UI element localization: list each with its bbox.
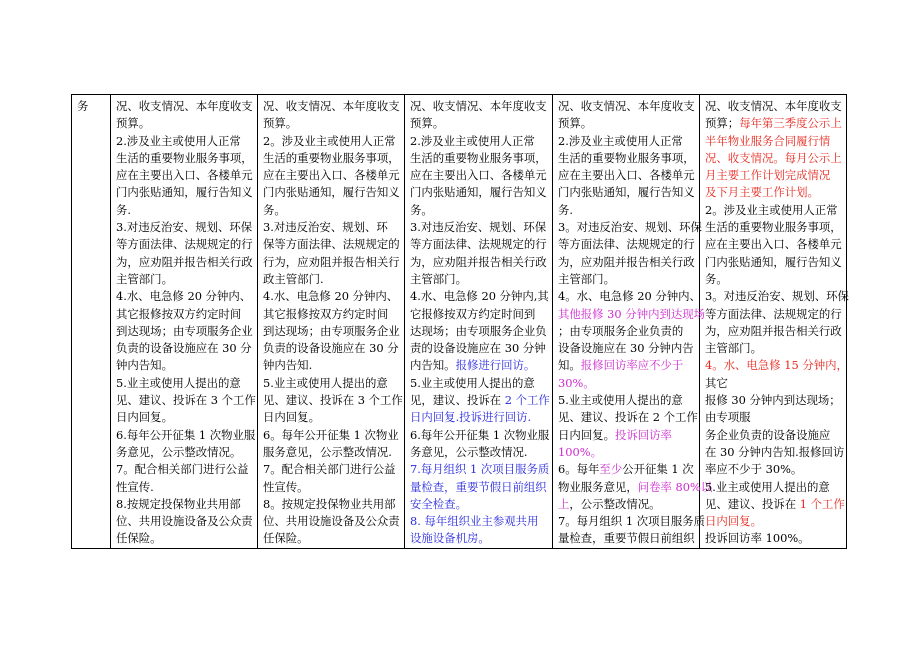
text-line xyxy=(116,271,254,288)
text-line xyxy=(705,427,843,444)
text-segment: 由专项服 xyxy=(705,410,751,425)
text-line xyxy=(558,461,696,478)
text-line xyxy=(705,461,843,478)
text-segment: 到达现场；由专项服务企业 xyxy=(263,323,400,338)
text-segment: 务意见，公示整改情况. xyxy=(410,444,528,459)
text-line xyxy=(263,271,401,288)
text-line xyxy=(705,254,843,271)
text-line xyxy=(705,409,843,426)
text-segment: 门内张贴通知，履行告知义 xyxy=(263,185,400,200)
text-segment: 预算。 xyxy=(116,116,151,131)
text-line xyxy=(705,496,843,513)
text-segment: 应在主要出入口、各楼单元 xyxy=(705,237,842,252)
text-segment: 2。涉及业主或使用人正常 xyxy=(263,133,396,148)
text-segment: 及下月主要工作计划。 xyxy=(705,185,819,200)
text-line xyxy=(410,340,549,357)
text-line xyxy=(558,427,696,444)
text-segment: 况、收支情况、本年度收支 xyxy=(558,99,695,113)
text-segment: 为，应劝阻并报告相关行政 xyxy=(116,254,253,269)
level-5-cell xyxy=(700,95,847,549)
text-line xyxy=(116,202,254,219)
text-segment: 5.业主或使用人提出的意 xyxy=(263,375,388,390)
text-line xyxy=(705,167,843,184)
text-line xyxy=(705,184,843,201)
text-line xyxy=(558,288,701,305)
text-line xyxy=(263,98,401,115)
text-segment: 3.对违反治安、规划、环 xyxy=(263,220,388,235)
text-line xyxy=(263,530,401,547)
text-line xyxy=(116,236,254,253)
text-line xyxy=(410,167,549,184)
text-segment: 务。 xyxy=(705,271,728,286)
text-segment: 设备设施应在 30 分钟内告 xyxy=(558,341,694,356)
text-line xyxy=(558,323,696,340)
text-segment: 况、收支情况、本年度收支 xyxy=(705,99,842,113)
text-segment: 等方面法律、法规规定的行 xyxy=(410,237,547,252)
text-segment: 行为，应劝阻并报告相关行 xyxy=(263,254,400,269)
text-line xyxy=(558,167,696,184)
text-line xyxy=(116,340,254,357)
text-line xyxy=(410,115,549,132)
text-segment: 生活的重要物业服务事项， xyxy=(116,150,253,165)
text-segment: 安全检查。 xyxy=(410,496,467,511)
text-segment: 5.业主或使用人提出的意 xyxy=(558,393,683,408)
text-segment: 预算。 xyxy=(558,116,593,131)
text-segment: 3。对违反治安、规划、环保 xyxy=(705,289,849,304)
text-line xyxy=(410,254,549,271)
text-line xyxy=(410,444,549,461)
text-segment: 6。每年 xyxy=(558,462,600,477)
text-line xyxy=(116,323,254,340)
text-segment: 门内张贴通知，履行告知义 xyxy=(116,185,253,200)
text-segment: 5.业主或使用人提出的意 xyxy=(410,375,535,390)
text-segment: 报修回访率应不少于 xyxy=(580,358,684,373)
text-line xyxy=(263,496,401,513)
text-segment: 30%。 xyxy=(558,375,595,390)
text-segment: 2.涉及业主或使用人正常 xyxy=(116,133,241,148)
text-segment: 设施设备机房。 xyxy=(410,531,490,546)
text-segment: 见、建议、投诉在 3 个工作 xyxy=(116,393,256,408)
text-line xyxy=(705,375,843,392)
text-segment: 报修 30 分钟内到达现场； xyxy=(705,393,841,408)
text-line xyxy=(558,530,696,547)
text-segment: 况、收支情况、本年度收支 xyxy=(116,99,253,113)
text-segment: 等方面法律、法规规定的行 xyxy=(558,237,695,252)
text-segment: 政主管部门. xyxy=(263,271,324,286)
text-line xyxy=(263,167,401,184)
text-line xyxy=(558,202,696,219)
text-line xyxy=(410,375,549,392)
text-line xyxy=(410,427,549,444)
text-line xyxy=(116,254,254,271)
text-line xyxy=(410,479,549,496)
text-segment: 问卷率 80%以 xyxy=(637,479,713,494)
text-segment: 日内回复。 xyxy=(263,410,320,425)
text-segment: 知。 xyxy=(558,358,581,373)
text-segment: 位、共用设施设备及公众责 xyxy=(263,514,400,529)
text-segment: 任保险。 xyxy=(263,531,309,546)
text-segment: 日内回复.投诉进行回访. xyxy=(410,410,532,425)
text-line xyxy=(558,219,702,236)
text-line xyxy=(116,288,254,305)
service-standards-table xyxy=(71,94,847,549)
text-segment: 况、收支情况。每月公示上 xyxy=(705,150,842,165)
text-line xyxy=(263,150,401,167)
text-segment: 8.按规定投保物业共用部 xyxy=(116,496,241,511)
text-line xyxy=(263,375,401,392)
text-segment: 责的设备设施应在 30 分钟 xyxy=(410,341,546,356)
text-line xyxy=(116,133,254,150)
text-segment: 7。配合相关部门进行公益 xyxy=(116,462,249,477)
text-line xyxy=(410,496,549,513)
text-segment: 位、共用设施设备及公众责 xyxy=(116,514,253,529)
text-line xyxy=(116,98,254,115)
text-segment: 为，应劝阻并报告相关行政 xyxy=(705,323,842,338)
text-line xyxy=(705,444,843,461)
text-line xyxy=(705,219,843,236)
text-segment: 性宣传. xyxy=(116,479,154,494)
text-line xyxy=(410,530,549,547)
text-segment: 门内张贴通知，履行告知义 xyxy=(558,185,695,200)
text-line xyxy=(410,409,549,426)
text-line xyxy=(558,357,696,374)
text-segment: 4.水、电急修 20 分钟内,其 xyxy=(410,289,549,304)
text-line xyxy=(558,409,696,426)
text-line xyxy=(558,184,696,201)
text-line xyxy=(410,323,549,340)
text-segment: 务。 xyxy=(263,202,286,217)
text-segment: 3.对违反治安、规划、环保 xyxy=(410,220,547,235)
text-line xyxy=(263,219,401,236)
text-segment: 主管部门。 xyxy=(558,271,615,286)
text-line xyxy=(410,219,549,236)
text-line xyxy=(263,427,401,444)
text-segment: 7。配合相关部门进行公益 xyxy=(263,462,396,477)
text-segment: 务企业负责的设备设施应 xyxy=(705,427,831,442)
text-line xyxy=(116,150,254,167)
text-line xyxy=(558,271,696,288)
text-line xyxy=(705,479,843,496)
text-line xyxy=(705,306,843,323)
text-line xyxy=(116,496,254,513)
text-line xyxy=(116,167,254,184)
text-segment: 内告知。 xyxy=(410,358,456,373)
text-line xyxy=(410,202,549,219)
text-segment: 3。对违反治安、规划、环保 xyxy=(558,220,702,235)
text-line xyxy=(263,357,401,374)
text-segment: 公开征集 1 次 xyxy=(622,462,694,477)
text-segment: 报修进行回访。 xyxy=(455,358,536,373)
text-segment: 3.对违反治安、规划、环保 xyxy=(116,220,253,235)
text-line xyxy=(705,513,843,530)
text-line xyxy=(558,306,706,323)
text-segment: 钟内告知. xyxy=(263,358,313,373)
text-line xyxy=(116,219,254,236)
text-line xyxy=(116,479,254,496)
text-line xyxy=(263,409,401,426)
text-line xyxy=(410,184,549,201)
text-line xyxy=(116,306,254,323)
text-segment: 2 个工作 xyxy=(504,393,550,408)
text-segment: 率应不少于 30%。 xyxy=(705,462,803,477)
text-segment: 门内张贴通知，履行告知义 xyxy=(410,185,547,200)
text-segment: 日内回复。 xyxy=(116,410,173,425)
text-line xyxy=(263,288,401,305)
level-2-cell xyxy=(258,95,405,549)
text-segment: 6.每年公开征集 1 次物业服 xyxy=(116,427,256,442)
text-line xyxy=(705,357,848,374)
text-segment: 预算； xyxy=(705,116,740,131)
text-line xyxy=(410,271,549,288)
text-line xyxy=(705,202,843,219)
text-line xyxy=(263,513,401,530)
text-segment: 2.涉及业主或使用人正常 xyxy=(410,133,535,148)
text-line xyxy=(410,513,549,530)
text-line xyxy=(558,98,696,115)
text-line xyxy=(263,133,401,150)
text-segment: 性宣传。 xyxy=(263,479,309,494)
text-line xyxy=(116,375,254,392)
text-segment: 为，应劝阻并报告相关行政 xyxy=(558,254,695,269)
text-segment: 4。水、电急修 15 分钟内， xyxy=(705,358,848,373)
text-line xyxy=(116,513,254,530)
text-line xyxy=(116,530,254,547)
level-4-cell xyxy=(553,95,713,549)
text-segment: 见、建议、投诉在 2 个工作 xyxy=(558,410,698,425)
text-line xyxy=(116,461,254,478)
text-segment: 投诉回访率 100%。 xyxy=(705,531,810,546)
text-segment: 保等方面法律、法规规定的 xyxy=(263,237,400,252)
text-line xyxy=(116,357,254,374)
text-segment: 每年第三季度公示上 xyxy=(739,116,842,131)
text-line xyxy=(263,392,401,409)
text-segment: 月主要工作计划完成情况 xyxy=(705,168,831,183)
text-line xyxy=(705,98,843,115)
text-line xyxy=(705,340,843,357)
text-segment: 至少 xyxy=(599,462,623,477)
text-line xyxy=(705,530,843,547)
text-segment: 况、收支情况、本年度收支 xyxy=(263,99,400,113)
text-segment: 量检查，重要节假日前组织 xyxy=(558,531,695,546)
text-segment: 主管部门。 xyxy=(705,341,762,356)
text-line xyxy=(263,115,401,132)
text-segment: 4。水、电急修 20 分钟内、 xyxy=(558,289,701,304)
text-segment: 5.业主或使用人提出的意 xyxy=(116,375,241,390)
text-line xyxy=(410,288,549,305)
text-segment: 主管部门。 xyxy=(116,271,173,286)
text-segment: 见、建议、投诉在 3 个工作 xyxy=(263,393,403,408)
text-line xyxy=(705,236,843,253)
text-line xyxy=(116,444,254,461)
text-line xyxy=(263,340,401,357)
text-segment: 2。涉及业主或使用人正常 xyxy=(705,202,838,217)
text-segment: 主管部门。 xyxy=(410,271,467,286)
text-line xyxy=(116,427,254,444)
text-segment: 生活的重要物业服务事项， xyxy=(410,150,547,165)
text-segment: 上 xyxy=(558,496,570,511)
text-segment: 生活的重要物业服务事项， xyxy=(705,220,842,235)
text-segment: 务. xyxy=(116,202,132,217)
text-segment: 其它报修按双方约定时间 xyxy=(263,306,389,321)
text-segment: 见、建议、投诉在 xyxy=(705,496,800,511)
level-1-cell xyxy=(111,95,258,549)
text-segment: 为，应劝阻并报告相关行政 xyxy=(410,254,547,269)
text-line xyxy=(116,409,254,426)
text-segment: 服务意见，公示整改情况. xyxy=(263,444,392,459)
text-segment: 钟内告知。 xyxy=(116,358,173,373)
text-segment: 见，建议、投诉在 xyxy=(410,393,505,408)
text-segment: 门内张贴通知，履行告知义 xyxy=(705,254,842,269)
text-line xyxy=(558,254,696,271)
text-line xyxy=(558,236,696,253)
text-segment: 在 30 分钟内告知.报修回访 xyxy=(705,444,845,459)
text-segment: 生活的重要物业服务事项， xyxy=(558,150,695,165)
text-segment: 6。每年公开征集 1 次物业 xyxy=(263,427,399,442)
row-label-cell xyxy=(72,95,111,549)
text-segment: 2.涉及业主或使用人正常 xyxy=(558,133,683,148)
text-line xyxy=(558,479,713,496)
text-segment: 生活的重要物业服务事项， xyxy=(263,150,400,165)
row-label: 务 xyxy=(77,99,89,113)
text-segment: 务意见，公示整改情况。 xyxy=(116,444,242,459)
text-segment: 1 个工作 xyxy=(799,496,845,511)
text-line xyxy=(705,150,843,167)
text-line xyxy=(558,133,696,150)
text-segment: 预算。 xyxy=(263,116,298,131)
text-line xyxy=(705,115,843,132)
text-line xyxy=(705,271,843,288)
text-line xyxy=(263,479,401,496)
text-segment: 8. 每年组织业主参观共用 xyxy=(410,514,539,529)
text-line xyxy=(410,392,549,409)
text-segment: 任保险。 xyxy=(116,531,162,546)
text-line xyxy=(410,98,549,115)
text-segment: 务。 xyxy=(410,202,433,217)
text-segment: 达现场；由专项服务企业负 xyxy=(410,323,547,338)
text-segment: 5.业主或使用人提出的意 xyxy=(705,479,830,494)
text-line xyxy=(558,150,696,167)
text-segment: ，公示整改情况。 xyxy=(569,496,661,511)
text-segment: 务. xyxy=(558,202,574,217)
text-segment: ；由专项服务企业负责的 xyxy=(558,323,684,338)
text-line xyxy=(263,306,401,323)
text-segment: 100%。 xyxy=(558,444,602,459)
text-line xyxy=(410,306,549,323)
text-segment: 8。按规定投保物业共用部 xyxy=(263,496,396,511)
text-line xyxy=(263,323,401,340)
text-segment: 应在主要出入口、各楼单元 xyxy=(263,168,400,183)
text-line xyxy=(558,375,696,392)
text-segment: 其他报修 30 分钟内到达现场 xyxy=(558,306,706,321)
text-line xyxy=(410,150,549,167)
text-segment: 应在主要出入口、各楼单元 xyxy=(116,168,253,183)
text-segment: 物业服务意见， xyxy=(558,479,638,494)
text-line xyxy=(263,461,401,478)
level-3-cell xyxy=(405,95,553,549)
text-segment: 负责的设备设施应在 30 分 xyxy=(263,341,399,356)
text-segment: 投诉回访率 xyxy=(614,427,672,442)
text-segment: 6.每年公开征集 1 次物业服 xyxy=(410,427,550,442)
text-segment: 等方面法律、法规规定的行 xyxy=(705,306,842,321)
text-line xyxy=(558,496,696,513)
text-segment: 其它 xyxy=(705,375,728,390)
text-line xyxy=(263,236,401,253)
text-segment: 到达现场；由专项服务企业 xyxy=(116,323,253,338)
text-segment: 4.水、电急修 20 分钟内、 xyxy=(263,289,399,304)
text-segment: 应在主要出入口、各楼单元 xyxy=(558,168,695,183)
text-line xyxy=(116,392,254,409)
text-segment: 7.每月组织 1 次项目服务质 xyxy=(410,462,550,477)
text-line xyxy=(263,254,401,271)
text-line xyxy=(558,444,696,461)
text-segment: 况、收支情况、本年度收支 xyxy=(410,99,547,113)
text-line xyxy=(705,392,843,409)
text-line xyxy=(263,202,401,219)
text-line xyxy=(705,288,849,305)
text-line xyxy=(410,133,549,150)
text-line xyxy=(705,323,843,340)
text-segment: 日内回复。 xyxy=(705,514,762,529)
text-line xyxy=(410,236,549,253)
text-line xyxy=(410,461,549,478)
text-segment: 日内回复。 xyxy=(558,427,615,442)
text-segment: 其它报修按双方约定时间 xyxy=(116,306,242,321)
table-row xyxy=(72,95,847,549)
text-line xyxy=(558,340,696,357)
text-segment: 半年物业服务合同履行情 xyxy=(705,133,831,148)
text-segment: 负责的设备设施应在 30 分 xyxy=(116,341,252,356)
text-segment: 它报修按双方约定时间到 xyxy=(410,306,536,321)
text-line xyxy=(410,357,549,374)
text-line xyxy=(263,184,401,201)
text-segment: 量检查，重要节假日前组织 xyxy=(410,479,547,494)
text-segment: 预算。 xyxy=(410,116,445,131)
text-segment: 4.水、电急修 20 分钟内、 xyxy=(116,289,252,304)
text-line xyxy=(558,513,706,530)
text-line xyxy=(558,392,696,409)
text-segment: 等方面法律、法规规定的行 xyxy=(116,237,253,252)
text-segment: 应在主要出入口、各楼单元 xyxy=(410,168,547,183)
text-segment: 7。每月组织 1 次项目服务质 xyxy=(558,514,706,529)
text-line xyxy=(705,133,843,150)
text-line xyxy=(116,184,254,201)
text-line xyxy=(558,115,696,132)
text-line xyxy=(263,444,401,461)
text-line xyxy=(116,115,254,132)
